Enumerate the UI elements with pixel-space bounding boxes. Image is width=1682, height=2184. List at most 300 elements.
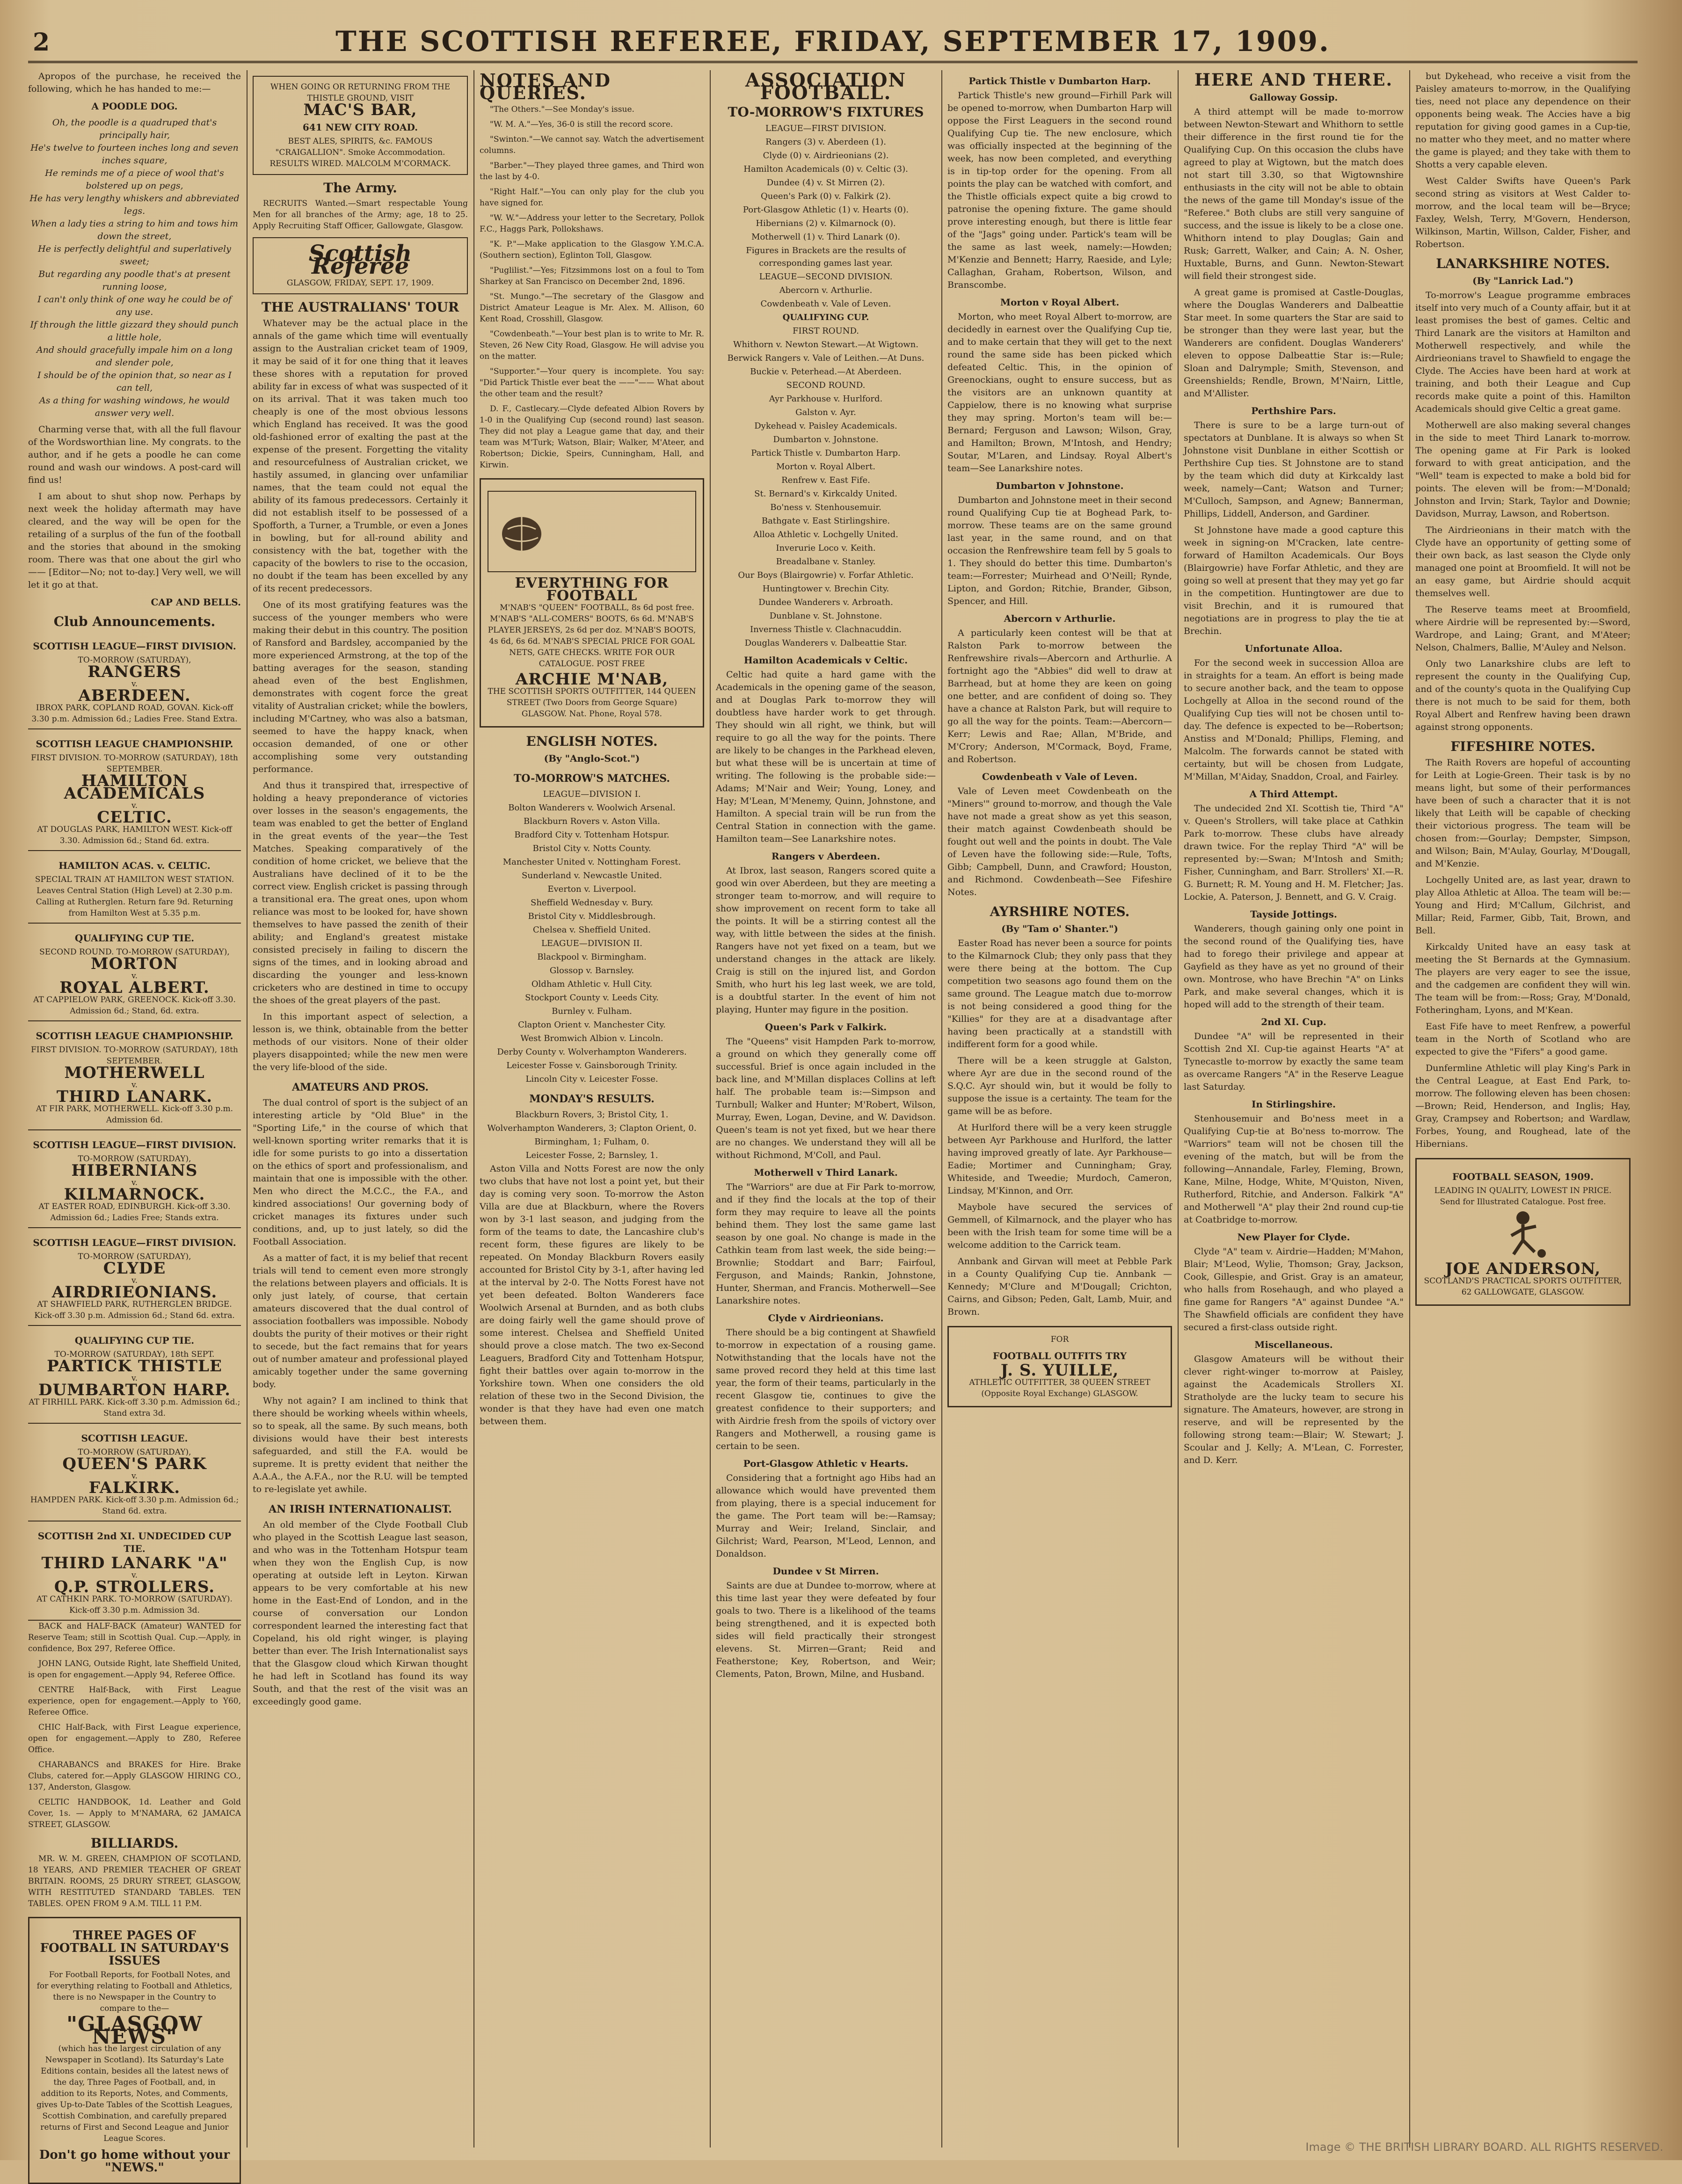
- section-text: Clyde "A" team v. Airdrie—Hadden; M'Mahon, Blair; M'Leod, Wylie, Thomson; Gray, Jackson, Cook, Gillespie, and Grist. Gray is an amateur, who halls from Rosehaugh, and who played a fine game for Rangers "A" against Dundee "A." The Shawfield officials are confident they have secured a first-class outside right.: [1184, 1246, 1404, 1332]
- billiards-heading: BILLIARDS.: [90, 1835, 179, 1851]
- query-answer: "The Others."—See Monday's issue.: [490, 105, 634, 114]
- fixture-line: Dykehead v. Paisley Academicals.: [754, 421, 897, 431]
- notes-queries-heading: NOTES AND QUERIES.: [480, 70, 611, 103]
- match-preview-text: A particularly keen contest will be that at Ralston Park to-morrow between the Renfrewshire rivals—Abercorn and Arthurlie. A fortnight ago the "Abbies" did well to draw at Barrhead, but at home they are keen on going one better, and are confident of doing so. They have a chance at Ralston Park, but will require to go all the way for the points. Team:—Abercorn—Kerr; Lewis and Rae; Allan, M'Bride, and M'Crory; Anderson, M'Cormack, Boyd, Frame, and Robertson.: [947, 628, 1172, 764]
- fixture-line: Inverurie Loco v. Keith.: [776, 543, 876, 553]
- fixture-line: Dumbarton v. Johnstone.: [773, 435, 879, 444]
- club-announcement: [28, 1326, 241, 1424]
- lanarkshire-paragraph: The Airdrieonians in their match with the Clyde have an opportunity of getting some of their own back, as last season the Clyde only managed one point at Broomfield. It will not be an easy game, but Airdrie should acquit themselves well.: [1415, 525, 1631, 598]
- section-title: New Player for Clyde.: [1237, 1231, 1350, 1243]
- fixture-line: St. Bernard's v. Kirkcaldy United.: [754, 489, 897, 499]
- result-line: Leicester Fosse, 2; Barnsley, 1.: [525, 1150, 658, 1160]
- fixture-line: Burnley v. Fulham.: [552, 1006, 632, 1016]
- fixture-line: Clapton Orient v. Manchester City.: [518, 1020, 666, 1030]
- announcement-subtitle: SPECIAL TRAIN AT HAMILTON WEST STATION.: [35, 875, 234, 884]
- fixture-line: Derby County v. Wolverhampton Wanderers.: [497, 1047, 687, 1057]
- football-banner-icon: [494, 496, 690, 567]
- amateurs-heading: AMATEURS AND PROS.: [291, 1081, 429, 1093]
- result-line: Blackburn Rovers, 3; Bristol City, 1.: [515, 1110, 669, 1120]
- glasgow-news-title: "GLASGOW NEWS": [66, 2012, 203, 2049]
- everything-ad-lines: M'NAB'S "QUEEN" FOOTBALL, 8s 6d post free. M'NAB'S "ALL-COMERS" BOOTS, 6s 6d. M'NAB'S PLAYER JERSEYS, 2s 6d per doz. M'NAB'S BOOTS, 4s 6d, 6s 6d. M'NAB'S SPECIAL PRICE FOR GOAL NETS, GATE CHECKS. WRITE FOR OUR CATALOGUE. POST FREE: [488, 603, 696, 669]
- here-and-there-sections: [1184, 91, 1404, 1467]
- ayrshire-paragraph: Easter Road has never been a source for points to the Kilmarnock Club; they only pass that they were there being at the bottom. The Cup competition two seasons ago found them on the same ground. The League match due to-morrow is not being considered a good thing for the "Killies" for they are at a disadvantage after having been practically at a standstill with indifferent form for a good while.: [947, 938, 1172, 1049]
- section-title: Miscellaneous.: [1254, 1339, 1333, 1350]
- qualifying-first-round-label: FIRST ROUND.: [793, 326, 859, 336]
- small-ad: BACK and HALF-BACK (Amateur) WANTED for Reserve Team; still in Scottish Qual. Cup.—Apply, in confidence, Box 297, Referee Office.: [28, 1622, 241, 1653]
- image-credit: Image © THE BRITISH LIBRARY BOARD. ALL RIGHTS RESERVED.: [1305, 2140, 1663, 2154]
- announcement-versus: v.: [131, 801, 138, 810]
- lanarkshire-paragraph: The Reserve teams meet at Broomfield, where Airdrie will be represented by:—Sword, Wardrope, and Laing; Grant, and M'Ateer; Nelson, Chalmers, Ballie, M'Auley and Nelson.: [1415, 604, 1631, 653]
- announcement-title: QUALIFYING CUP TIE.: [74, 932, 195, 944]
- announcement-team-away: ABERDEEN.: [78, 686, 191, 705]
- club-announcement: [28, 729, 241, 851]
- ayrshire-paragraph: At Hurlford there will be a very keen struggle between Ayr Parkhouse and Hurlford, the latter having improved greatly of late. Ayr Parkhouse—Eadie; Mortimer and Cunningham; Gray, Whiteside, and Tweedie; Murdoch, Cameron, Lindsay, M'Kinnon, and Orr.: [947, 1122, 1172, 1196]
- match-preview-title: Hamilton Academicals v Celtic.: [743, 655, 908, 666]
- fixture-line: Blackburn Rovers v. Aston Villa.: [523, 816, 661, 826]
- fixtures-div2-label: LEAGUE—SECOND DIVISION.: [759, 272, 893, 282]
- fixture-line: Abercorn v. Arthurlie.: [779, 285, 873, 295]
- announcement-title: SCOTTISH LEAGUE—FIRST DIVISION.: [33, 1237, 236, 1248]
- section-text: Glasgow Amateurs will be without their clever right-winger to-morrow at Paisley, against the Academicals Strollers XI. Stratholyde are the lucky team to secure his signature. The Amateurs, however, are strong in reserve, and will be represented by the following strong team:—Blair; W. Stewart; J. Scoular and J. Kelly; A. M'Lean, C. Forrester, and D. Kerr.: [1184, 1354, 1404, 1465]
- referee-dateline: GLASGOW, FRIDAY, SEPT. 17, 1909.: [286, 278, 434, 288]
- fixture-line: Inverness Thistle v. Clachnacuddin.: [750, 625, 902, 634]
- ayrshire-notes-text: [947, 937, 1172, 1318]
- scottish-div1-fixtures: [716, 136, 936, 269]
- english-notes-text: Aston Villa and Notts Forest are now the only two clubs that have not lost a point yet, but their day is coming very soon. To-morrow the Aston Villa are due at Blackburn, where the Rovers won by 3-1 last season, and judging from the form of the teams to date, the Lancashire club's recent form, these figures are likely to be repeated. On Monday Blackburn Rovers easily accounted for Bristol City by 3-1, after having led at the interval by 2-0. The Notts Forest have not yet been defeated. Bolton Wanderers face Woolwich Arsenal at Burnden, and as both clubs are doing fairly well the game should prove of some interest. Chelsea and Sheffield United should prove a close match. The two ex-Second Leaguers, Bradford City and Tottenham Hotspur, fight their battles over again to-morrow in the Yorkshire town. When one considers the old relation of these two in the Second Division, the wonder is that they have had even one match between them.: [480, 1164, 704, 1427]
- announcement-detail: AT EASTER ROAD, EDINBURGH. Kick-off 3.30. Admission 6d.; Ladies Free; Stands extra.: [38, 1202, 231, 1223]
- tour-paragraph: Whatever may be the actual place in the annals of the game which time will eventually assign to the Australian cricket team of 1909, it may be said of it for one thing that it leaves these shores with a reputation for proved ability far in excess of what was suspected of it on its arrival. That it was taken much too cheaply is one of the most obvious lessons which England has received. It was the good old-fashioned error of exalting the past at the expense of the present. Forgetting the vitality and resourcefulness of Australian cricket, we hastily assumed, in glancing over unfamiliar names, that the team could not equal the ability of its famous predecessors. Certainly it did not establish itself to be possessed of a Spofforth, a Turner, a Trumble, or even a Jones in bowling, but for all-round ability and consistency with the bat, together with the capacity of the bowlers to rise to the occasion, no doubt if the team has been excelled by any of its recent predecessors.: [253, 318, 468, 594]
- query-answer: "W. M. A."—Yes, 36-0 is still the record score.: [490, 120, 673, 129]
- everything-ad-title: EVERYTHING FOR FOOTBALL: [515, 575, 669, 604]
- referee-logo-box: [253, 237, 468, 294]
- small-ad: CENTRE Half-Back, with First League experience, open for engagement.—Apply to Y60, Referee Office.: [28, 1685, 241, 1717]
- fixture-line: Whithorn v. Newton Stewart.—At Wigtown.: [733, 340, 918, 349]
- section-title: 2nd XI. Cup.: [1261, 1016, 1326, 1027]
- fixture-line: Breadalbane v. Stanley.: [776, 557, 876, 567]
- fixtures-div1-label: LEAGUE—FIRST DIVISION.: [765, 124, 887, 133]
- lanarkshire-notes-text: [1415, 289, 1631, 734]
- fixture-line: Douglas Wanderers v. Dalbeattie Star.: [744, 638, 907, 648]
- match-preview-text: Considering that a fortnight ago Hibs had an allowance which would have prevented them from playing, there is a special inducement for the game. The Port team will be:—Ramsay; Murray and Weir; Ireland, Sinclair, and Gilchrist; Ward, Pearson, M'Leod, Lennon, and Donaldson.: [716, 1473, 936, 1559]
- fifeshire-paragraph: Kirkcaldy United have an easy task at meeting the St Bernards at the Gymnasium. The players are very eager to see the issue, and the cadgemen are confident they will win. The team will be from:—Ross; Gray, M'Donald, Fotheringham, Lyons, and M'Kean.: [1415, 942, 1631, 1015]
- fixture-line: Port-Glasgow Athletic (1) v. Hearts (0).: [743, 205, 909, 215]
- announcement-team-away: KILMARNOCK.: [64, 1185, 205, 1204]
- lanarkshire-paragraph: Only two Lanarkshire clubs are left to represent the county in the Qualifying Cup, and of the county's quota in the Qualifying Cup there is not much to be said for them, both Royal Albert and Renfrew having been drawn against strong opponents.: [1415, 659, 1631, 732]
- announcement-team-home: QUEEN'S PARK: [62, 1455, 207, 1473]
- english-div1-fixtures: [480, 801, 704, 936]
- announcement-team-home: RANGERS: [87, 662, 182, 681]
- section-title: Unfortunate Alloa.: [1245, 643, 1343, 654]
- column-7: [1415, 70, 1631, 2148]
- league-div2-label: LEAGUE—DIVISION II.: [541, 939, 643, 948]
- section-title: Perthshire Pars.: [1251, 405, 1336, 416]
- fixture-line: Berwick Rangers v. Vale of Leithen.—At Duns.: [727, 353, 925, 363]
- dykehead-text: but Dykehead, who receive a visit from the Paisley amateurs to-morrow, in the Qualifying ties, need not place any dependence on their opponents being weak. The Accies have a big reputation for giving good games in a Cup-tie, no matter who they meet, and no matter where the game is played; and they take with them to Shotts a very capable eleven.: [1415, 71, 1631, 170]
- announcement-title: SCOTTISH LEAGUE CHAMPIONSHIP.: [36, 1030, 233, 1041]
- three-pages-heading: THREE PAGES OF FOOTBALL IN SATURDAY'S ISSUES: [40, 1929, 229, 1968]
- announcement-title: SCOTTISH LEAGUE.: [81, 1433, 188, 1444]
- intro-text: Apropos of the purchase, he received the following, which he has handed to me:—: [28, 71, 241, 94]
- amateurs-paragraph: Why not again? I am inclined to think that there should be working wheels within wheels, so to speak, all the same. By such means, both divisions would have their best interests safeguarded, and still the F.A. would be supreme. It is pretty evident that neither the A.A.A., the A.F.A., nor the R.U. will be tempted to re-legislate yet awhile.: [253, 1396, 468, 1494]
- monday-results-heading: MONDAY'S RESULTS.: [529, 1093, 655, 1105]
- english-notes-heading: ENGLISH NOTES.: [526, 734, 658, 749]
- fixture-line: Bristol City v. Notts County.: [532, 844, 651, 853]
- result-line: Wolverhampton Wanderers, 3; Clapton Orient, 0.: [487, 1123, 697, 1133]
- match-preview-title: Port-Glasgow Athletic v Hearts.: [743, 1458, 909, 1469]
- macs-address: 641 NEW CITY ROAD.: [302, 122, 418, 133]
- match-preview-title: Cowdenbeath v Vale of Leven.: [982, 771, 1138, 782]
- query-answer: "Barber."—They played three games, and Third won the last by 4-0.: [480, 161, 704, 182]
- fixture-line: Blackpool v. Birmingham.: [537, 952, 647, 962]
- fixture-line: Morton v. Royal Albert.: [776, 462, 875, 472]
- league-div1-label: LEAGUE—DIVISION I.: [543, 789, 641, 799]
- match-preview-text: Dumbarton and Johnstone meet in their second round Qualifying Cup tie at Boghead Park, to-morrow. These teams are on the same ground last year, in the same round, and on that occasion the Renfrewshire team fell by 5 goals to 1. They should do better this time. Dumbarton's team:—Forrester; Muirhead and O'Neill; Rynde, Lipton, and Gordon; Ritchie, Brander, Gibson, Spencer, and Hill.: [947, 495, 1172, 606]
- yuille-ad: [947, 1326, 1172, 1407]
- announcement-subtitle: TO-MORROW (SATURDAY),: [78, 1252, 191, 1261]
- announcement-versus: v.: [131, 1471, 138, 1481]
- announcement-versus: v.: [131, 1571, 138, 1580]
- announcement-subtitle: TO-MORROW (SATURDAY),: [78, 655, 191, 665]
- section-title: In Stirlingshire.: [1251, 1099, 1336, 1110]
- club-announcement: [28, 1522, 241, 1621]
- announcement-detail: AT CAPPIELOW PARK, GREENOCK. Kick-off 3.30. Admission 6d.; Stand, 6d. extra.: [33, 995, 236, 1016]
- section-title: A Third Attempt.: [1249, 788, 1338, 800]
- club-announcement: [28, 1130, 241, 1228]
- announcement-detail: AT DOUGLAS PARK, HAMILTON WEST. Kick-off 3.30. Admission 6d.; Stand 6d. extra.: [37, 825, 232, 845]
- west-calder-text: West Calder Swifts have Queen's Park second string as visitors at West Calder to-morrow, and the local team will be—Bryce; Faxley, Welsh, Terry, M'Govern, Henderson, Wilkinson, Martin, Willson, Calder, Fisher, and Robertson.: [1415, 176, 1631, 249]
- fixture-line: Bathgate v. East Stirlingshire.: [761, 516, 890, 526]
- masthead: THE SCOTTISH REFEREE, FRIDAY, SEPTEMBER 17, 1909.: [335, 25, 1330, 58]
- announcement-title: SCOTTISH LEAGUE CHAMPIONSHIP.: [36, 738, 233, 750]
- match-previews: [716, 654, 936, 1681]
- announcement-title: HAMILTON ACAS. v. CELTIC.: [58, 860, 211, 871]
- column-1: [28, 70, 241, 2175]
- page-number: 2: [33, 28, 50, 57]
- qualifying-cup-label: QUALIFYING CUP.: [782, 313, 869, 322]
- tomorrows-matches-heading: TO-MORROW'S MATCHES.: [513, 772, 670, 785]
- announcement-team-home: MOTHERWELL: [64, 1063, 205, 1082]
- amateurs-text: [253, 1097, 468, 1496]
- page-header: [28, 19, 1638, 63]
- match-preview-title: Queen's Park v Falkirk.: [765, 1021, 887, 1033]
- footballer-illustration-icon: [1495, 1208, 1551, 1259]
- tour-paragraph: One of its most gratifying features was the success of the younger members who were making their debut in this country. The position of Ransford and Bardsley, accompanied by the more experienced Armstrong, at the top of the batting averages for the season, standing ahead even of the best Englishmen, demonstrates with cogent force the great vitality of Australian cricket; while the bowlers, including M'Cartney, who was also a batsman, seemed to have the happy knack, when occasion demanded, of one or other accomplishing some very outstanding performance.: [253, 600, 468, 774]
- club-announcement: [28, 1424, 241, 1522]
- match-preview-title: Dumbarton v Johnstone.: [996, 480, 1124, 491]
- match-preview-title: Morton v Royal Albert.: [1000, 297, 1120, 308]
- amateurs-paragraph: The dual control of sport is the subject of an interesting article by "Old Blue" in the "Sporting Life," in the course of which that well-known sporting writer remarks that it is idle for some purists to go into a dissertation on the ethics of sport and professionalism, and maintain that one is impossible with the other. Men who direct the M.C.C., the F.A., and kindred associations! Our governing body of cricket manages its fixtures under such conditions, and, up to just lately, so did the Football Association.: [253, 1098, 468, 1247]
- ayrshire-paragraph: There will be a keen struggle at Galston, where Ayr are due in the second round of the S.Q.C. Ayr should win, but it would be folly to suppose the issue is a certainty. The team for the game will be as before.: [947, 1056, 1172, 1116]
- macs-bar-ad: [253, 76, 468, 175]
- fixture-line: Everton v. Liverpool.: [547, 884, 636, 894]
- section-text: Dundee "A" will be represented in their Scottish 2nd XI. Cup-tie against Hearts "A" at Tynecastle to-morrow by exactly the same team as overcame Rangers "A" in the Reserve League last Saturday.: [1184, 1031, 1404, 1092]
- after-poem-text-2: I am about to shut shop now. Perhaps by next week the holiday aftermath may have cleared, and the way will be open for the retailing of a surplus of the fun of the football and the stories that abound in the smoking room. There was that one about the girl who—— [Editor—No; not to-day.] Very well, we will let it go at that.: [28, 491, 241, 590]
- column-3: [480, 70, 704, 2148]
- announcement-versus: v.: [131, 1178, 138, 1187]
- small-ad: JOHN LANG, Outside Right, late Sheffield United, is open for engagement.—Apply 94, Referee Office.: [28, 1659, 241, 1680]
- yuille-address: ATHLETIC OUTFITTER, 38 QUEEN STREET (Opposite Royal Exchange) GLASGOW.: [969, 1378, 1150, 1398]
- section-title: Tayside Jottings.: [1250, 909, 1337, 920]
- announcement-team-away: AIRDRIEONIANS.: [51, 1283, 218, 1302]
- macs-text: BEST ALES, SPIRITS, &c. FAMOUS "CRAIGALLION". Smoke Accommodation. RESULTS WIRED. MALCOLM M'CORMACK.: [269, 137, 451, 168]
- fifeshire-notes-text: [1415, 757, 1631, 1150]
- match-preview-title: Abercorn v Arthurlie.: [1004, 613, 1116, 624]
- fifeshire-paragraph: Dunfermline Athletic will play King's Park in the Central League, at East End Park, to-morrow. The following eleven has been chosen:—Brown; Reid, Henderson, and Inglis; Hay, Gray, Crampsey and Robertson; and Wardlaw, Forbes, Young, and Roughead, late of the Hibernians.: [1415, 1063, 1631, 1149]
- announcement-team-home: MORTON: [91, 954, 178, 973]
- section-title: Galloway Gossip.: [1249, 92, 1338, 103]
- match-preview-text: Partick Thistle's new ground—Firhill Park will be opened to-morrow, when Dumbarton Harp will oppose the First Leaguers in the second round Qualifying Cup tie. The new enclosure, which was officially inspected at the beginning of the week, has now been completed, and everything is in tip-top order for the opening. From all points the play can be watched with comfort, and the Thistle officials expect quite a big crowd to patronise the opening fixture. The game should prove interesting enough, but there is little fear of the "Jags" going under. Partick's team will be the same as last week, namely:—Howden; M'Kenzie and Bennett; Harry, Raeside, and Lyle; Callaghan, Graham, Robertson, Wilson, and Branscombe.: [947, 90, 1172, 290]
- lanarkshire-notes-heading: LANARKSHIRE NOTES.: [1436, 256, 1610, 271]
- column-rule: [941, 70, 942, 2148]
- match-previews: [947, 75, 1172, 899]
- match-preview-text: At Ibrox, last season, Rangers scored quite a good win over Aberdeen, but they are meeting a stronger team to-morrow, and will require to show improvement on recent form to take all the points. It will be a stirring contest all the way, with little between the sides at the finish. Rangers have not yet fixed on a team, but we understand changes in the attack are likely. Craig is still on the injured list, and Gordon Smith, who hurt his leg last week, we are told, is a doubtful starter. In the event of him not playing, Hunter may figure in the position.: [716, 866, 936, 1015]
- match-preview-text: Morton, who meet Royal Albert to-morrow, are decidedly in earnest over the Qualifying Cup tie, and to make certain that they will get to the next round the same side has been picked which defeated Celtic. This, in the opinion of Greenockians, ought to ensure success, but as the visitors are an unknown quantity at Cappielow, there is no knowing what surprise they may spring. Morton's team will be:—Bernard; Ferguson and Lawson; Wilson, Gray, and Hamilton; Brown, M'Intosh, and Hendry; Soutar, M'Laren, and Lindsay. Royal Albert's team—See Lanarkshire notes.: [947, 312, 1172, 473]
- announcement-subtitle: TO-MORROW (SATURDAY), 18th SEPT.: [54, 1350, 215, 1359]
- query-answer: D. F., Castlecary.—Clyde defeated Albion Rovers by 1-0 in the Qualifying Cup (second round) last season. They did not play a League game that day, and their team was M'Turk; Watson, Blair; Walker, M'Ateer, and Robertson; Dickie, Speirs, Cunningham, Hall, and Kirwin.: [480, 404, 704, 470]
- joe-tagline: LEADING IN QUALITY, LOWEST IN PRICE. Send for Illustrated Catalogue. Post free.: [1434, 1186, 1612, 1207]
- fixture-line: Huntingtower v. Brechin City.: [762, 584, 889, 594]
- query-answer: "Right Half."—You can only play for the club you have signed for.: [480, 187, 704, 208]
- announcement-subtitle: TO-MORROW (SATURDAY),: [78, 1154, 191, 1164]
- joe-anderson-ad: [1415, 1158, 1631, 1306]
- match-preview-text: Saints are due at Dundee to-morrow, where at this time last year they were defeated by four goals to two. There is a likelihood of the teams being strengthened, and it is expected both sides will field practically their strongest elevens. St. Mirren—Grant; Reid and Featherstone; Key, Robertson, and Weir; Clements, Paton, Brown, Milne, and Husband.: [716, 1580, 936, 1679]
- small-ad: CELTIC HANDBOOK, 1d. Leather and Gold Cover, 1s. — Apply to M'NAMARA, 62 JAMAICA STREET, GLASGOW.: [28, 1798, 241, 1829]
- monday-results: [480, 1108, 704, 1162]
- yuille-for: FOR: [1050, 1335, 1069, 1344]
- lanarkshire-notes-byline: (By "Lanrick Lad."): [1472, 275, 1573, 286]
- fixture-line: Cowdenbeath v. Vale of Leven.: [760, 299, 891, 309]
- fifeshire-paragraph: Lochgelly United are, as last year, drawn to play Alloa Athletic at Alloa. The team will be:—Young and Hird; M'Callum, Gilchrist, and Millar; Reid, Farmer, Gibb, Tait, Brown, and Bell.: [1415, 875, 1631, 936]
- announcement-title: QUALIFYING CUP TIE.: [74, 1335, 195, 1346]
- fixture-line: Sheffield Wednesday v. Bury.: [530, 898, 653, 908]
- fixture-line: Stockport County v. Leeds City.: [525, 993, 659, 1003]
- qualifying-first-round-list: [716, 338, 936, 378]
- club-announcement: [28, 1228, 241, 1326]
- match-preview-title: Clyde v Airdrieonians.: [768, 1312, 884, 1324]
- announcement-team-home: HIBERNIANS: [71, 1161, 198, 1180]
- scottish-div2-fixtures: [716, 284, 936, 310]
- query-answer: "St. Mungo."—The secretary of the Glasgow and District Amateur League is Mr. Alex. M. Allison, 60 Kent Road, Crosshill, Glasgow.: [480, 292, 704, 324]
- announcement-detail: HAMPDEN PARK. Kick-off 3.30 p.m. Admission 6d.; Stand 6d. extra.: [30, 1495, 239, 1516]
- yuille-lines: FOOTBALL OUTFITS TRY: [992, 1350, 1127, 1361]
- announcement-team-home: HAMILTON ACADEMICALS: [64, 772, 205, 803]
- announcement-versus: v.: [131, 1080, 138, 1090]
- column-rule: [247, 70, 248, 2148]
- amateurs-paragraph: As a matter of fact, it is my belief that recent trials will tend to cement even more strongly the relations between players and officials. It is only just lately, of course, that certain amateurs discovered that the dual control of association footballers was impossible. Nobody doubts the purity of their motives or their right to secede, but the fact remains that for years out of number amateur and professional played amicably together under the same governing body.: [253, 1253, 468, 1390]
- column-4: [716, 70, 936, 2148]
- fixture-line: Galston v. Ayr.: [795, 408, 856, 417]
- army-heading: The Army.: [323, 180, 397, 196]
- macs-name: MAC'S BAR,: [303, 101, 417, 119]
- football-illustration: [488, 491, 696, 572]
- match-preview-title: Partick Thistle v Dumbarton Harp.: [968, 75, 1151, 87]
- poem: Oh, the poodle is a quadruped that's principally hair, He's twelve to fourteen inches long and seven inches square, He reminds me of a piece of wool that's bolstered up on pegs, He has very lengthy whiskers and abbreviated legs. When a lady ties a string to him and tows him down the street, He is perfectly delightful and superlatively sweet; But regarding any poodle that's at present running loose, I can't only think of one way he could be of any use. If through the little gizzard they should punch a little hole, And should gracefully impale him on a long and slender pole, I should be of the opinion that, so near as I can tell, As a thing for washing windows, he would answer very well.: [29, 117, 240, 418]
- english-div2-fixtures: [480, 951, 704, 1085]
- glasgow-news-ad: [28, 1917, 241, 2184]
- announcement-detail: AT SHAWFIELD PARK, RUTHERGLEN BRIDGE. Kick-off 3.30 p.m. Admission 6d.; Stand 6d. extra.: [34, 1300, 235, 1320]
- announcement-detail: Leaves Central Station (High Level) at 2.30 p.m. Calling at Rutherglen. Return fare 9d. Returning from Hamilton West at 5.35 p.m.: [36, 886, 233, 918]
- announcement-subtitle: TO-MORROW (SATURDAY),: [78, 1448, 191, 1457]
- fixture-line: Rangers (3) v. Aberdeen (1).: [765, 137, 886, 147]
- fifeshire-notes-heading: FIFESHIRE NOTES.: [1450, 739, 1595, 754]
- query-answer: "W. W."—Address your letter to the Secretary, Pollok F.C., Haggs Park, Pollokshaws.: [480, 213, 704, 234]
- club-announcement: [28, 1021, 241, 1130]
- announcement-team-away: CELTIC.: [97, 808, 172, 827]
- match-preview-title: Motherwell v Third Lanark.: [754, 1167, 898, 1178]
- tour-paragraph: And thus it transpired that, irrespective of holding a heavy preponderance of victories over losses in the season's engagements, the team was enabled to get the better of England in the great events of the year—the Test Matches. Speaking comparatively of the condition of home cricket, we believe that the Australians have declined of it to be the correct view. English cricket is passing through a transitional era. The great ones, upon whom reliance was most to be looked for, have shown themselves to have passed the zenith of their ability; and England's greatest mistake consisted precisely in failing to discern the signs of the times, and in looking abroad and discarding the younger and less-known cricketers who are destined in time to occupy the shoes of the great players of the past.: [253, 780, 468, 1005]
- fixture-line: Motherwell (1) v. Third Lanark (0).: [751, 232, 900, 242]
- announcement-subtitle: SECOND ROUND. TO-MORROW (SATURDAY),: [39, 947, 230, 957]
- billiards-text: MR. W. M. GREEN, CHAMPION OF SCOTLAND, 18 YEARS, AND PREMIER TEACHER OF GREAT BRITAIN. ROOMS, 25 DRURY STREET, GLASGOW, WITH RESTITUTED STANDARD TABLES. TEN TABLES. OPEN FROM 9 A.M. TILL 11 P.M.: [28, 1854, 241, 1908]
- fixture-line: Ayr Parkhouse v. Hurlford.: [769, 394, 883, 404]
- irish-text: An old member of the Clyde Football Club who played in the Scottish League last season, and who was in the Tottenham Hotspur team when they won the English Cup, is now operating at outside left in Leyton. Kirwan appears to be very comfortable at his new home in the East-End of London, and in the course of conversation our London correspondent learned the interesting fact that Copeland, his old right winger, is playing better than ever. The Irish Internationalist says that the Glasgow cloud which Kirwan thought he had left in Scotland has found its way South, and that the rest of the visit was an exceedingly good game.: [253, 1520, 468, 1707]
- announcement-team-away: DUMBARTON HARP.: [38, 1381, 231, 1399]
- section-text: The undecided 2nd XI. Scottish tie, Third "A" v. Queen's Strollers, will take place at Cathkin Park to-morrow. These clubs have already drawn twice. For the replay Third "A" will be represented by:—Swan; M'Intosh and Smith; Fisher, Cunningham, and Barr. Strollers' XI.—R. G. Burnett; R. M. Young and H. M. Fletcher; Jas. Lockie, A. Paterson, J. Bennett, and G. V. Craig.: [1184, 803, 1404, 902]
- fixture-line: Renfrew v. East Fife.: [781, 475, 870, 485]
- fixture-line: Our Boys (Blairgowrie) v. Forfar Athletic.: [738, 570, 914, 580]
- after-poem-text: Charming verse that, with all the full flavour of the Wordsworthian line. My congrats. to the author, and if he gets a poodle he can come round and wash our windows. A post-card will find us!: [28, 424, 241, 485]
- section-text: Stenhousemuir and Bo'ness meet in a Qualifying Cup-tie at Bo'ness to-morrow. The "Warriors" team will not be chosen till the evening of the match, but will be from the following—Annandale, Farley, Fleming, Brown, Kane, Milne, Hodge, White, M'Quiston, Niven, Rutherford, Ritchie, and Anderson. Falkirk "A" and Motherwell "A" play their 2nd round cup-tie at Coatbridge to-morrow.: [1184, 1114, 1404, 1225]
- club-announcement: [28, 632, 241, 729]
- fifeshire-paragraph: The Raith Rovers are hopeful of accounting for Leith at Logie-Green. Their task is by no means light, but some of their performances have been of such a character that it is not likely that Leith will be capable of checking their victorious progress. The team will be chosen from:—Gourlay; Dempster, Simpson, and Wilson; Bain, M'Aulay, Gourlay, M'Dougall, and M'Kenzie.: [1415, 757, 1631, 869]
- match-preview-text: Celtic had quite a hard game with the Academicals in the opening game of the season, and at Douglas Park to-morrow they will doubtless have harder work to get through. They should win all right, we think, but will require to go all the way for the points. There are likely to be changes in the Parkhead eleven, but what these will be is uncertain at time of writing. The following is the probable side:—Adams; M'Nair and Weir; Young, Loney, and Hay; M'Lean, M'Menemy, Quinn, Johnstone, and Hamilton. A special train will be run from the Central Station in connection with the game. Hamilton team—See Lanarkshire notes.: [716, 670, 936, 844]
- english-notes-byline: (By "Anglo-Scot."): [544, 753, 640, 764]
- army-text: RECRUITS Wanted.—Smart respectable Young Men for all branches of the Army; age, 18 to 25. Apply Recruiting Staff Officer, Gallowgate, Glasgow.: [253, 199, 468, 231]
- fixture-line: Dunblane v. St. Johnstone.: [769, 611, 882, 621]
- qualifying-second-round-label: SECOND ROUND.: [786, 380, 866, 390]
- query-answer: "Swinton."—We cannot say. Watch the advertisement columns.: [480, 135, 704, 155]
- archie-mnab-address: THE SCOTTISH SPORTS OUTFITTER, 144 QUEEN STREET (Two Doors from George Square) GLASGOW. Nat. Phone, Royal 578.: [488, 687, 696, 719]
- column-signoff: CAP AND BELLS.: [151, 597, 241, 608]
- small-ad: CHIC Half-Back, with First League experience, open for engagement.—Apply to Z80, Referee Office.: [28, 1723, 241, 1754]
- query-answer: "Cowdenbeath."—Your best plan is to write to Mr. R. Steven, 26 New City Road, Glasgow. He will advise you on the matter.: [480, 329, 704, 361]
- fixture-line: Queen's Park (0) v. Falkirk (2).: [761, 191, 891, 201]
- announcement-detail: AT FIR PARK, MOTHERWELL. Kick-off 3.30 p.m. Admission 6d.: [36, 1104, 233, 1125]
- announcement-title: SCOTTISH LEAGUE—FIRST DIVISION.: [33, 641, 236, 652]
- section-text: There is sure to be a large turn-out of spectators at Dunblane. It is always so when St Johnstone visit Dunblane in either Scottish or Perthshire Cup ties. St Johnstone are to stand by the team which did duty at Kirkcaldy last week, namely—Cant; Watson and Turner; M'Culloch, Sampson, and Agnew; Bannerman, Phillips, Liddell, Anderson, and Gardiner.: [1184, 420, 1404, 519]
- fixture-line: Bristol City v. Middlesbrough.: [528, 911, 656, 921]
- query-answer: "K. P."—Make application to the Glasgow Y.M.C.A. (Southern section), Eglinton Toll, Glasgow.: [480, 240, 704, 260]
- three-pages-text: For Football Reports, for Football Notes, and for everything relating to Football and Athletics, there is no Newspaper in the Country to compare to the—: [36, 1970, 233, 2013]
- fixture-line: Dundee (4) v. St Mirren (2).: [766, 178, 885, 188]
- announcement-title: SCOTTISH 2nd XI. UNDECIDED CUP TIE.: [37, 1530, 232, 1554]
- lanarkshire-paragraph: To-morrow's League programme embraces itself into very much of a County affair, but it at least promises the best of games. Celtic and Third Lanark are the visitors at Hamilton and Motherwell respectively, and while the Airdrieonians travel to Shawfield to engage the Clyde. The Accies have been hard at work at training, and both their League and Cup records make quite a point of this. Hamilton Academicals should give Celtic a great game.: [1415, 290, 1631, 414]
- fixture-line: Glossop v. Barnsley.: [549, 966, 634, 976]
- association-football-heading: ASSOCIATION FOOTBALL.: [745, 69, 907, 104]
- fixture-line: Oldham Athletic v. Hull City.: [531, 979, 653, 989]
- announcement-team-away: Q.P. STROLLERS.: [54, 1578, 215, 1596]
- joe-anderson-address: SCOTLAND'S PRACTICAL SPORTS OUTFITTER, 62 GALLOWGATE, GLASGOW.: [1424, 1276, 1622, 1297]
- ayrshire-paragraph: Annbank and Girvan will meet at Pebble Park in a County Qualifying Cup tie. Annbank — Kennedy; M'Clure and M'Dougall; Crichton, Cairns, and Gibson; Peden, Galt, Lamb, Muir, and Brown.: [947, 1256, 1172, 1317]
- club-announcement: [28, 851, 241, 924]
- australians-tour-heading: THE AUSTRALIANS' TOUR: [261, 299, 459, 315]
- announcement-team-home: CLYDE: [103, 1259, 166, 1278]
- column-5: [947, 70, 1172, 2148]
- club-announcement: [28, 924, 241, 1021]
- announcement-versus: v.: [131, 1374, 138, 1383]
- irish-heading: AN IRISH INTERNATIONALIST.: [269, 1503, 452, 1515]
- match-preview-title: Dundee v St Mirren.: [772, 1565, 879, 1577]
- match-preview-text: The "Queens" visit Hampden Park to-morrow, a ground on which they generally come off successful. Brief is once again included in the back line, and M'Millan displaces Collins at left half. The probable team is:—Simpson and Turnbull; Walker and Hunter; M'Robert, Wilson, Murray, Ewen, Logan, Devine, and W. Davidson. Queen's team is not yet fixed, but we hear there are no changes. We understand they will all be without Richmond, M'Coll, and Paul.: [716, 1036, 936, 1160]
- fixture-line: Bradford City v. Tottenham Hotspur.: [514, 830, 670, 840]
- fixture-line: Clyde (0) v. Airdrieonians (2).: [763, 151, 889, 160]
- fixture-line: Sunderland v. Newcastle United.: [522, 871, 662, 881]
- announcement-subtitle: FIRST DIVISION. TO-MORROW (SATURDAY), 18th SEPTEMBER.: [31, 1045, 238, 1066]
- scottish-referee-logo: Scottish Referee: [308, 240, 412, 279]
- archie-mnab-name: ARCHIE M'NAB,: [515, 670, 669, 689]
- fixture-line: Leicester Fosse v. Gainsborough Trinity.: [506, 1061, 677, 1070]
- yuille-name: J. S. YUILLE,: [1000, 1361, 1119, 1380]
- match-preview-text: There should be a big contingent at Shawfield to-morrow in expectation of a rousing game. Notwithstanding that the locals have not the same proved record they held at this time last year, the form of their teams, particularly in the recent Glasgow tie, continues to give the greatest confidence to their supporters; and with Airdrie fresh from the spoils of victory over Rangers and Motherwell, a rousing game is certain to be seen.: [716, 1327, 936, 1451]
- match-preview-text: Vale of Leven meet Cowdenbeath on the "Miners'" ground to-morrow, and though the Vale have not made a great show as yet this season, their match against Cowdenbeath should be fought out well and the points in doubt. The Vale of Leven have the following side:—Rule, Tofts, Gibb; Campbell, Dunn, and Crawford; Houston, and Richmond. Cowdenbeath—See Fifeshire Notes.: [947, 786, 1172, 897]
- column-rule: [710, 70, 711, 2148]
- ayrshire-paragraph: Maybole have secured the services of Gemmell, of Kilmarnock, and the player who has been with the Irish team for some time will be a welcome addition to the Carrick team.: [947, 1202, 1172, 1250]
- section-text: A great game is promised at Castle-Douglas, where the Douglas Wanderers and Dalbeattie Star meet. In some quarters the Star are said to be stronger than they were last year, but the Wanderers are confident. Douglas Wanderers' eleven to oppose Dalbeattie Star is:—Rule; Sloan and Dalrymple; Smith, Stevenson, and Greenshields; Rendle, Brown, M'Nairn, Little, and M'Allister.: [1184, 287, 1404, 399]
- small-ads: [28, 1621, 241, 1830]
- fixture-line: Bo'ness v. Stenhousemuir.: [770, 502, 881, 512]
- column-rule: [1409, 70, 1410, 2148]
- announcement-team-home: THIRD LANARK "A": [41, 1554, 228, 1572]
- match-preview-title: Rangers v Aberdeen.: [771, 851, 881, 862]
- australians-tour-text: [253, 317, 468, 1074]
- fixture-line: Hamilton Academicals (0) v. Celtic (3).: [743, 164, 908, 174]
- fixture-line: Buckie v. Peterhead.—At Aberdeen.: [750, 367, 902, 377]
- announcement-versus: v.: [131, 679, 138, 689]
- fixture-line: Chelsea v. Sheffield United.: [532, 925, 651, 935]
- club-announcements-heading: Club Announcements.: [53, 614, 216, 629]
- ayrshire-notes-byline: (By "Tam o' Shanter."): [1001, 923, 1118, 934]
- query-answer: "Puglilist."—Yes; Fitzsimmons lost on a foul to Tom Sharkey at San Francisco on December 2nd, 1896.: [480, 266, 704, 286]
- section-text: For the second week in succession Alloa are in straights for a team. An effort is being made to secure another back, and the team to oppose Lochgelly at Alloa in the second round of the Qualifying Cup ties will not be chosen until to-day. The defence is expected to be—Robertson; Anstiss and M'Donald; Phillips, Fleming, and Malcolm. The forwards cannot be stated with certainty, but will be chosen from Ludgate, M'Millan, M'Aiday, Snaddon, Croal, and Fairley.: [1184, 658, 1404, 782]
- queries-list: [480, 104, 704, 471]
- announcement-detail: IBROX PARK, COPLAND ROAD, GOVAN. Kick-off 3.30 p.m. Admission 6d.; Ladies Free. Stand Extra.: [31, 703, 238, 724]
- glasgow-news-text: (which has the largest circulation of any Newspaper in Scotland). Its Saturday's Late Editions contain, besides all the latest news of the day, Three Pages of Football, and, in addition to its Reports, Notes, and Comments, gives Up-to-Date Tables of the Scottish Leagues, Scottish Combination, and carefully prepared returns of First and Second League and Junior League Scores.: [36, 2044, 233, 2143]
- tour-paragraph: In this important aspect of selection, a lesson is, we think, obtainable from the better methods of our visitors. None of their older players disappointed; while the new men were the very life-blood of the side.: [253, 1012, 468, 1072]
- fifeshire-paragraph: East Fife have to meet Renfrew, a powerful team in the North of Scotland who are expected to give the "Fifers" a good game.: [1415, 1021, 1631, 1057]
- fixture-line: Partick Thistle v. Dumbarton Harp.: [751, 448, 901, 458]
- small-ad: CHARABANCS and BRAKES for Hire. Brake Clubs, catered for.—Apply GLASGOW HIRING CO., 137, Anderston, Glasgow.: [28, 1760, 241, 1792]
- announcement-team-away: ROYAL ALBERT.: [59, 978, 210, 997]
- club-announcements: [28, 632, 241, 1621]
- fixture-line: West Bromwich Albion v. Lincoln.: [520, 1034, 663, 1043]
- fixture-line: Alloa Athletic v. Lochgelly United.: [753, 530, 898, 539]
- fixture-line: Hibernians (2) v. Kilmarnock (0).: [756, 218, 896, 228]
- announcement-detail: AT CATHKIN PARK. TO-MORROW (SATURDAY). Kick-off 3.30 p.m. Admission 3d.: [36, 1594, 233, 1615]
- joe-season: FOOTBALL SEASON, 1909.: [1452, 1171, 1594, 1182]
- announcement-detail: AT FIRHILL PARK. Kick-off 3.30 p.m. Admission 6d.; Stand extra 3d.: [29, 1398, 240, 1418]
- column-2: [253, 70, 468, 2148]
- qualifying-second-round-list: [716, 393, 936, 649]
- query-answer: "Supporter."—Your query is incomplete. You say: "Did Partick Thistle ever beat the ——"—— What about the other team and the result?: [480, 367, 704, 399]
- everything-for-football-ad: [480, 478, 704, 728]
- fixture-line: Dundee Wanderers v. Arbroath.: [758, 597, 893, 607]
- announcement-team-away: FALKIRK.: [88, 1478, 181, 1497]
- section-text: St Johnstone have made a good capture this week in signing-on M'Cracken, late centre-forward of Hamilton Academicals. Our Boys (Blairgowrie) have Forfar Athletic, and they are going so well at present that they may yet go far in the competition. Huntingtower are due to visit Brechin, and it is rumoured that negotiations are in progress to play the tie at Brechin.: [1184, 525, 1404, 636]
- dont-go-home-slogan: Don't go home without your "NEWS.": [39, 2148, 230, 2175]
- poem-title: A POODLE DOG.: [91, 101, 178, 112]
- here-and-there-heading: HERE AND THERE.: [1194, 70, 1393, 90]
- announcement-team-away: THIRD LANARK.: [56, 1087, 213, 1106]
- announcement-versus: v.: [131, 1276, 138, 1285]
- section-text: Wanderers, though gaining only one point in the second round of the Qualifying ties, have had to forego their privilege and appear at Gayfield as they have as yet no ground of their own. Montrose, who have Brechin "A" on Links Park, and make several changes, which it is hoped will add to the strength of their team.: [1184, 924, 1404, 1010]
- fixture-line: Lincoln City v. Leicester Fosse.: [525, 1074, 658, 1084]
- result-line: Birmingham, 1; Fulham, 0.: [534, 1137, 649, 1147]
- ayrshire-notes-heading: AYRSHIRE NOTES.: [990, 904, 1130, 919]
- announcement-title: SCOTTISH LEAGUE—FIRST DIVISION.: [33, 1139, 236, 1150]
- joe-anderson-name: JOE ANDERSON,: [1445, 1259, 1601, 1278]
- lanarkshire-paragraph: Motherwell are also making several changes in the side to meet Third Lanark to-morrow. The opening game at Fir Park is looked forward to with great anticipation, and the "Well" team is expected to make a bold bid for points. The eleven will be from:—M'Donald; Johnston and Irvin; Stark, Taylor and Downie; Davidson, Murray, Lawson, and Robertson.: [1415, 420, 1631, 519]
- fixture-line: Figures in Brackets are the results of corresponding games last year.: [746, 246, 906, 268]
